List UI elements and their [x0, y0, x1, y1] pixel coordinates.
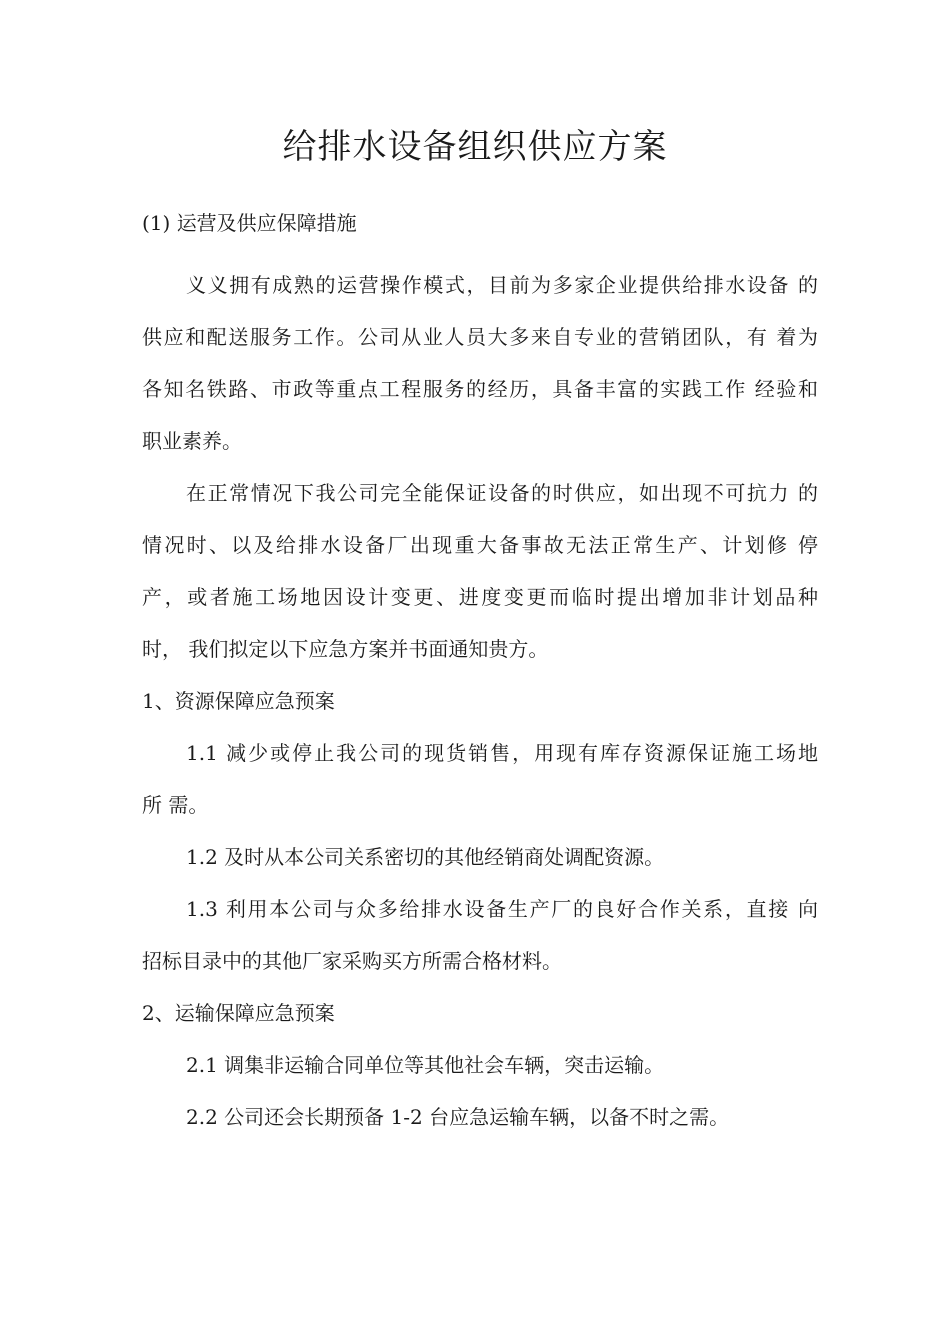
section-heading: (1) 运营及供应保障措施 — [142, 211, 357, 235]
document-body — [142, 200, 818, 1146]
item-2-1: 2.1 调集非运输合同单位等其他社会车辆，突击运输。 — [186, 1053, 665, 1077]
paragraph-line: 义义拥有成熟的运营操作模式，目前为多家企业提供给排水设备 的 — [186, 273, 818, 297]
item-1-1 — [142, 730, 818, 834]
paragraph-line: 供应和配送服务工作。公司从业人员大多来自专业的营销团队，有 着为 — [142, 325, 818, 349]
paragraph-line: 招标目录中的其他厂家采购买方所需合格材料。 — [142, 949, 562, 973]
heading-transport-plan: 2、运输保障应急预案 — [142, 1001, 335, 1025]
paragraph-line: 时， 我们拟定以下应急方案并书面通知贵方。 — [142, 637, 549, 661]
paragraph-line: 职业素养。 — [142, 429, 242, 453]
paragraph-operations — [142, 262, 818, 470]
paragraph-line: 所 需。 — [142, 793, 209, 817]
paragraph-line: 在正常情况下我公司完全能保证设备的时供应，如出现不可抗力 的 — [186, 481, 818, 505]
paragraph-line: 各知名铁路、市政等重点工程服务的经历，具备丰富的实践工作 经验和 — [142, 377, 818, 401]
paragraph-line: 1.3 利用本公司与众多给排水设备生产厂的良好合作关系，直接 向 — [186, 897, 818, 921]
document-title: 给排水设备组织供应方案 — [282, 127, 668, 167]
item-2-2: 2.2 公司还会长期预备 1-2 台应急运输车辆，以备不时之需。 — [186, 1105, 730, 1129]
paragraph-line: 产，或者施工场地因设计变更、进度变更而临时提出增加非计划品种 — [142, 585, 818, 609]
item-1-3 — [142, 886, 818, 990]
heading-resource-plan: 1、资源保障应急预案 — [142, 689, 335, 713]
paragraph-line: 情况时、以及给排水设备厂出现重大备事故无法正常生产、计划修 停 — [142, 533, 818, 557]
paragraph-contingency — [142, 470, 818, 678]
item-1-2: 1.2 及时从本公司关系密切的其他经销商处调配资源。 — [186, 845, 665, 869]
paragraph-line: 1.1 减少或停止我公司的现货销售，用现有库存资源保证施工场地 — [186, 741, 818, 765]
